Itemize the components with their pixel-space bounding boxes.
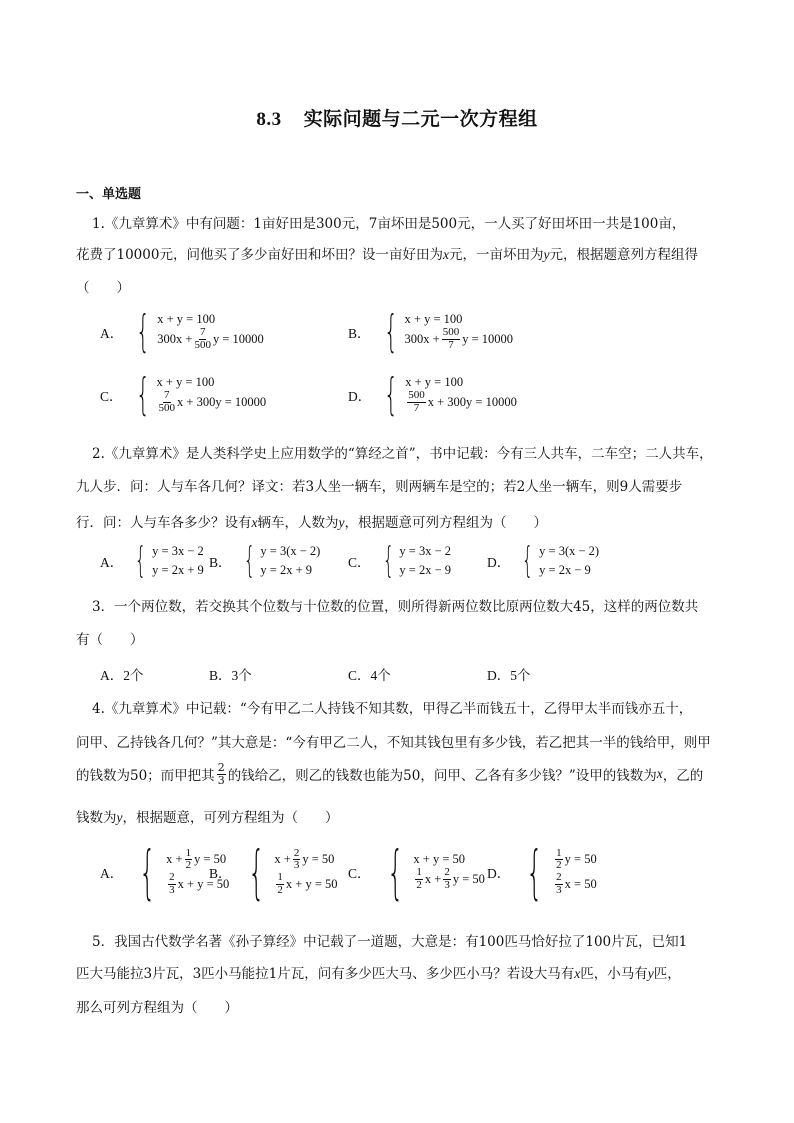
q3-option-b[interactable]: B．3个 (209, 668, 252, 683)
q4-line-4: 钱数为y，根据题意，可列方程组为（ ） (76, 810, 339, 826)
equation-system: x + y = 100 $\frac{7}{500}$ x + 300y = 10000 (156, 375, 267, 414)
equation-system: y = 3(x − 2) y = 2x + 9 (260, 544, 321, 577)
q4-option-b[interactable]: B． { x + $\frac{2}{3}$ y = 50 $\frac{1}{2}$ x + y = 50 (209, 838, 338, 906)
fraction: $\frac{2}{3}$ (556, 871, 562, 896)
q1-line-1: 1.《九章算术》中有问题：1亩好田是300元，7亩坏田是500元，一人买了好田坏田一共是100亩， (92, 216, 686, 232)
brace-icon: { (243, 540, 255, 581)
q4-option-d[interactable]: D． { $\frac{1}{2}$ y = 50 $\frac{2}{3}$ x = 50 (487, 838, 597, 906)
q5-line-2: 匹大马能拉3片瓦，3匹小马能拉1片瓦，问有多少匹大马、多少匹小马？若设大马有x匹，小马有y匹， (76, 966, 681, 982)
title-text: 实际问题与二元一次方程组 (303, 108, 538, 130)
equation-system: y = 3x − 2 y = 2x − 9 (399, 544, 452, 577)
fraction: $\frac{7}{500}$ (158, 389, 176, 414)
equation-system: $\frac{1}{2}$ y = 50 $\frac{2}{3}$ x = 50 (556, 846, 597, 896)
q1-option-d[interactable]: D． { x + y = 100 $\frac{500}{7}$ x + 300y = 10000 (348, 369, 517, 420)
equation-system: y = 3(x − 2) y = 2x − 9 (539, 544, 600, 577)
equation-system: x + y = 100 300x + $\frac{7}{500}$ y = 10000 (157, 312, 264, 351)
fraction: $\frac{1}{2}$ (556, 846, 562, 872)
fraction: $\frac{500}{7}$ (442, 326, 460, 351)
equation-system: x + y = 100 300x + $\frac{500}{7}$ y = 10000 (404, 312, 514, 351)
q1-option-a[interactable]: A． { x + y = 100 300x + $\frac{7}{500}$ y = 10000 (100, 306, 264, 357)
q4-line-1: 4.《九章算术》中记载：“今有甲乙二人持钱不知其数，甲得乙半而钱五十，乙得甲太半而钱亦五十， (92, 701, 693, 717)
q5-line-1: 5．我国古代数学名著《孙子算经》中记载了一道题，大意是：有100匹马恰好拉了100片瓦，已知1 (92, 934, 688, 950)
equation-system: x + y = 50 $\frac{1}{2}$ x + $\frac{2}{3}$ y = 50 (413, 852, 485, 891)
q3-option-d[interactable]: D．5个 (487, 668, 531, 683)
q3-line-2: 有（ ） (76, 632, 144, 648)
q5-line-3: 那么可列方程组为（ ） (76, 1000, 238, 1016)
fraction: $\frac{1}{2}$ (277, 871, 283, 896)
section-heading: 一、单选题 (76, 187, 142, 202)
fraction: $\frac{500}{7}$ (408, 389, 425, 414)
q1-line-2: 花费了10000元，问他买了多少亩好田和坏田？设一亩好田为x元，一亩坏田为y元，根据题意列方程组得 (76, 247, 698, 263)
brace-icon: { (521, 540, 534, 581)
fraction: $\frac{1}{2}$ (185, 846, 192, 872)
page-title (0, 104, 794, 131)
title-number: 8.3 (256, 109, 282, 130)
q3-option-c[interactable]: C．4个 (348, 668, 391, 683)
q1-line-3: （ ） (76, 280, 130, 296)
brace-icon: { (384, 369, 399, 420)
fraction: $\frac{2}{3}$ (444, 866, 450, 891)
equation-system: y = 3x − 2 y = 2x + 9 (152, 544, 204, 577)
equation-system: x + $\frac{1}{2}$ y = 50 $\frac{2}{3}$ x + y = 50 (166, 846, 230, 896)
fraction: $\frac{2}{3}$ (293, 846, 300, 872)
q4-option-a[interactable]: A． { x + $\frac{1}{2}$ y = 50 $\frac{2}{3}$ x + y = 50 (100, 838, 230, 906)
fraction: $\frac{7}{500}$ (194, 326, 211, 351)
q4-line-3: 的钱数为50；而甲把其 $\frac{2}{3}$ 的钱给乙，则乙的钱数也能为50，问甲、乙各有多少钱？”设甲的钱数为 x ，乙的 (76, 761, 704, 787)
q1-option-c[interactable]: C． { x + y = 100 $\frac{7}{500}$ x + 300y = 10000 (100, 369, 267, 420)
fraction: $\frac{2}{3}$ (169, 871, 175, 896)
q2-line-1: 2.《九章算术》是人类科学史上应用数学的“算经之首”，书中记载：今有三人共车，二车空；二人共车， (92, 446, 713, 462)
q2-option-a[interactable]: A． { y = 3x − 2 y = 2x + 9 (100, 540, 204, 581)
q4-option-c[interactable]: C． { x + y = 50 $\frac{1}{2}$ x + $\frac{2}{3}$ y = 50 (348, 838, 485, 906)
equation-system: x + $\frac{2}{3}$ y = 50 $\frac{1}{2}$ x + y = 50 (274, 846, 338, 896)
brace-icon: { (135, 369, 150, 420)
fraction: $\frac{2}{3}$ (217, 761, 225, 787)
q3-option-a[interactable]: A．2个 (100, 668, 144, 683)
q2-line-2: 九人步．问：人与车各几何？译文：若3人坐一辆车，则两辆车是空的；若2人坐一辆车，则9人需要步 (76, 479, 683, 495)
q3-line-1: 3．一个两位数，若交换其个位数与十位数的位置，则所得新两位数比原两位数大45，这样的两位数共 (92, 599, 699, 615)
q4-line-2: 问甲、乙持钱各几何？”其大意是：“今有甲乙二人，不知其钱包里有多少钱，若乙把其一半的钱给甲，则甲 (76, 735, 711, 751)
q2-line-3: 行．问：人与车各多少？设有x辆车，人数为y，根据题意可列方程组为（ ） (76, 515, 547, 531)
brace-icon: { (386, 838, 404, 906)
brace-icon: { (136, 306, 151, 357)
brace-icon: { (526, 838, 544, 906)
brace-icon: { (382, 540, 394, 581)
brace-icon: { (247, 838, 265, 906)
brace-icon: { (383, 306, 398, 357)
brace-icon: { (134, 540, 147, 581)
q1-option-b[interactable]: B． { x + y = 100 300x + $\frac{500}{7}$ y = 10000 (348, 306, 514, 357)
q2-option-c[interactable]: C． { y = 3x − 2 y = 2x − 9 (348, 540, 452, 581)
fraction: $\frac{1}{2}$ (416, 866, 422, 891)
equation-system: x + y = 100 $\frac{500}{7}$ x + 300y = 10000 (405, 375, 517, 414)
brace-icon: { (139, 838, 157, 906)
q2-option-b[interactable]: B． { y = 3(x − 2) y = 2x + 9 (209, 540, 321, 581)
q2-option-d[interactable]: D． { y = 3(x − 2) y = 2x − 9 (487, 540, 600, 581)
